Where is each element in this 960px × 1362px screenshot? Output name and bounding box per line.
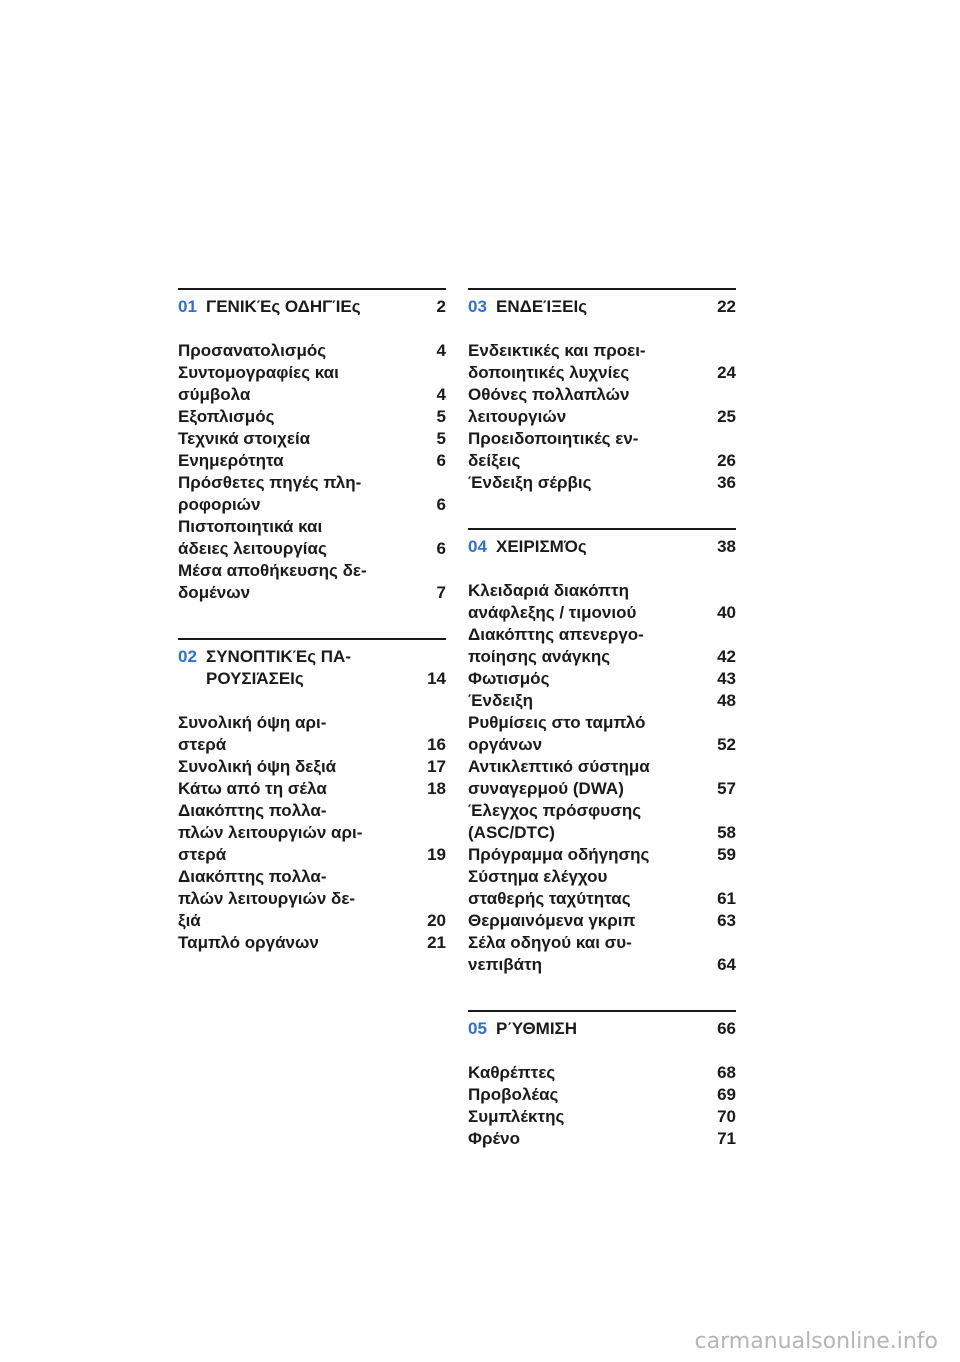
entry-page-number: 40 bbox=[717, 603, 736, 622]
entry-page-number: 68 bbox=[717, 1063, 736, 1082]
toc-section-02 bbox=[178, 638, 446, 954]
watermark: carmanualsonline.info bbox=[694, 1329, 938, 1354]
entry-page-number: 42 bbox=[717, 647, 736, 666]
entry-title: Συνολική όψη δεξιά bbox=[178, 757, 337, 776]
section-title: ΣΥΝΟΠΤΙΚΈς ΠΑ- ΡΟΥΣΙΆΣΕΙς bbox=[206, 647, 351, 688]
toc-entry[interactable] bbox=[468, 384, 736, 428]
entry-page-number: 5 bbox=[436, 407, 446, 426]
entry-title: Πρόσθετες πηγές πλη- ροφοριών bbox=[178, 473, 362, 514]
toc-entry[interactable] bbox=[178, 932, 446, 954]
entry-title: Διακόπτης πολλα- πλών λειτουργιών αρι- στερά bbox=[178, 801, 363, 864]
entry-title: Κάτω από τη σέλα bbox=[178, 779, 327, 798]
entry-title: Προειδοποιητικές εν- δείξεις bbox=[468, 429, 639, 470]
entry-page-number: 52 bbox=[717, 735, 736, 754]
entry-page-number: 19 bbox=[427, 845, 446, 864]
toc-section-01 bbox=[178, 288, 446, 604]
section-page-number: 14 bbox=[427, 669, 446, 688]
entry-page-number: 48 bbox=[717, 691, 736, 710]
entry-page-number: 26 bbox=[717, 451, 736, 470]
section-number: 05 bbox=[468, 1019, 487, 1038]
toc-entry[interactable] bbox=[178, 428, 446, 450]
entry-title: Κλειδαριά διακόπτη ανάφλεξης / τιμονιού bbox=[468, 581, 637, 622]
entry-title: Φρένο bbox=[468, 1129, 520, 1148]
entry-title: Διακόπτης απενεργο- ποίησης ανάγκης bbox=[468, 625, 644, 666]
entry-title: Ένδειξη σέρβις bbox=[468, 473, 592, 492]
entry-title: Αντικλεπτικό σύστημα συναγερμού (DWA) bbox=[468, 757, 650, 798]
section-title: ΓΕΝΙΚΈς ΟΔΗΓΊΕς bbox=[206, 297, 361, 316]
entry-page-number: 25 bbox=[717, 407, 736, 426]
entry-title: Σύστημα ελέγχου σταθερής ταχύτητας bbox=[468, 867, 631, 908]
toc-entry[interactable] bbox=[468, 844, 736, 866]
entry-title: Πιστοποιητικά και άδειες λειτουργίας bbox=[178, 517, 327, 558]
entry-page-number: 16 bbox=[427, 735, 446, 754]
section-title: ΡΎΘΜΙΣΗ bbox=[496, 1019, 578, 1038]
toc-entry[interactable] bbox=[178, 340, 446, 362]
entry-page-number: 61 bbox=[717, 889, 736, 908]
entry-page-number: 71 bbox=[717, 1129, 736, 1148]
entry-title: Καθρέπτες bbox=[468, 1063, 556, 1082]
entry-title: Τεχνικά στοιχεία bbox=[178, 429, 311, 448]
toc-entry[interactable] bbox=[468, 800, 736, 844]
entry-page-number: 6 bbox=[436, 495, 446, 514]
toc-section-03 bbox=[468, 288, 736, 494]
section-title: ΕΝΔΕΊΞΕΙς bbox=[496, 297, 588, 316]
toc-entry[interactable] bbox=[468, 668, 736, 690]
toc-section-04 bbox=[468, 528, 736, 976]
toc-entry[interactable] bbox=[468, 428, 736, 472]
entry-title: Πρόγραμμα οδήγησης bbox=[468, 845, 650, 864]
entry-title: Ενημερότητα bbox=[178, 451, 284, 470]
entry-page-number: 69 bbox=[717, 1085, 736, 1104]
entry-title: Σέλα οδηγού και συ- νεπιβάτη bbox=[468, 933, 632, 974]
toc-entry[interactable] bbox=[468, 580, 736, 624]
entry-page-number: 4 bbox=[436, 385, 446, 404]
entry-title: Ενδεικτικές και προει- δοποιητικές λυχνίες bbox=[468, 341, 646, 382]
toc-entry[interactable] bbox=[178, 778, 446, 800]
entry-title: Ρυθμίσεις στο ταμπλό οργάνων bbox=[468, 713, 646, 754]
entry-page-number: 58 bbox=[717, 823, 736, 842]
entry-title: Φωτισμός bbox=[468, 669, 550, 688]
entry-title: Οθόνες πολλαπλών λειτουργιών bbox=[468, 385, 630, 426]
entry-title: Ένδειξη bbox=[468, 691, 534, 710]
entry-page-number: 4 bbox=[436, 341, 446, 360]
entry-title: Έλεγχος πρόσφυσης (ASC/DTC) bbox=[468, 801, 642, 842]
toc-entry[interactable] bbox=[178, 800, 446, 866]
toc-right-column bbox=[468, 288, 736, 1184]
toc-entry[interactable] bbox=[178, 516, 446, 560]
entry-title: Μέσα αποθήκευσης δε- δομένων bbox=[178, 561, 367, 602]
toc-entry[interactable] bbox=[468, 624, 736, 668]
toc-entry[interactable] bbox=[468, 910, 736, 932]
toc-entry[interactable] bbox=[178, 866, 446, 932]
section-number: 02 bbox=[178, 647, 197, 666]
entry-page-number: 36 bbox=[717, 473, 736, 492]
toc-section-05 bbox=[468, 1010, 736, 1150]
toc-entry[interactable] bbox=[178, 362, 446, 406]
entry-page-number: 43 bbox=[717, 669, 736, 688]
section-title: ΧΕΙΡΙΣΜΌς bbox=[496, 537, 587, 556]
entry-page-number: 70 bbox=[717, 1107, 736, 1126]
toc-entry[interactable] bbox=[468, 1128, 736, 1150]
section-page-number: 38 bbox=[717, 537, 736, 556]
entry-page-number: 18 bbox=[427, 779, 446, 798]
entry-page-number: 63 bbox=[717, 911, 736, 930]
section-heading[interactable] bbox=[468, 1010, 736, 1040]
entry-title: Εξοπλισμός bbox=[178, 407, 275, 426]
entry-page-number: 64 bbox=[717, 955, 736, 974]
toc-left-column bbox=[178, 288, 446, 988]
entry-title: Συνολική όψη αρι- στερά bbox=[178, 713, 327, 754]
toc-entry[interactable] bbox=[468, 932, 736, 976]
toc-entry[interactable] bbox=[178, 450, 446, 472]
entry-page-number: 24 bbox=[717, 363, 736, 382]
entry-page-number: 5 bbox=[436, 429, 446, 448]
section-heading[interactable] bbox=[178, 288, 446, 318]
toc-entry[interactable] bbox=[468, 756, 736, 800]
section-heading[interactable] bbox=[178, 638, 446, 690]
section-heading[interactable] bbox=[468, 288, 736, 318]
section-heading[interactable] bbox=[468, 528, 736, 558]
entry-page-number: 6 bbox=[436, 451, 446, 470]
section-page-number: 66 bbox=[717, 1019, 736, 1038]
entry-title: Θερμαινόμενα γκριπ bbox=[468, 911, 636, 930]
entry-page-number: 59 bbox=[717, 845, 736, 864]
entry-page-number: 6 bbox=[436, 539, 446, 558]
toc-entry[interactable] bbox=[178, 472, 446, 516]
toc-entry[interactable] bbox=[468, 1106, 736, 1128]
entry-title: Προβολέας bbox=[468, 1085, 559, 1104]
section-page-number: 2 bbox=[436, 297, 446, 316]
toc-entry[interactable] bbox=[178, 756, 446, 778]
section-number: 04 bbox=[468, 537, 487, 556]
entry-page-number: 17 bbox=[427, 757, 446, 776]
toc-entry[interactable] bbox=[468, 472, 736, 494]
toc-entry[interactable] bbox=[468, 690, 736, 712]
entry-title: Διακόπτης πολλα- πλών λειτουργιών δε- ξιά bbox=[178, 867, 356, 930]
entry-title: Ταμπλό οργάνων bbox=[178, 933, 319, 952]
toc-entry[interactable] bbox=[468, 1084, 736, 1106]
section-number: 03 bbox=[468, 297, 487, 316]
entry-title: Προσανατολισμός bbox=[178, 341, 327, 360]
toc-entry[interactable] bbox=[468, 1062, 736, 1084]
entry-page-number: 57 bbox=[717, 779, 736, 798]
entry-title: Συντομογραφίες και σύμβολα bbox=[178, 363, 339, 404]
toc-entry[interactable] bbox=[468, 340, 736, 384]
section-page-number: 22 bbox=[717, 297, 736, 316]
toc-entry[interactable] bbox=[468, 866, 736, 910]
entry-page-number: 20 bbox=[427, 911, 446, 930]
entry-title: Συμπλέκτης bbox=[468, 1107, 565, 1126]
toc-entry[interactable] bbox=[178, 712, 446, 756]
toc-entry[interactable] bbox=[468, 712, 736, 756]
toc-entry[interactable] bbox=[178, 406, 446, 428]
entry-page-number: 7 bbox=[436, 583, 446, 602]
entry-page-number: 21 bbox=[427, 933, 446, 952]
section-number: 01 bbox=[178, 297, 197, 316]
toc-entry[interactable] bbox=[178, 560, 446, 604]
